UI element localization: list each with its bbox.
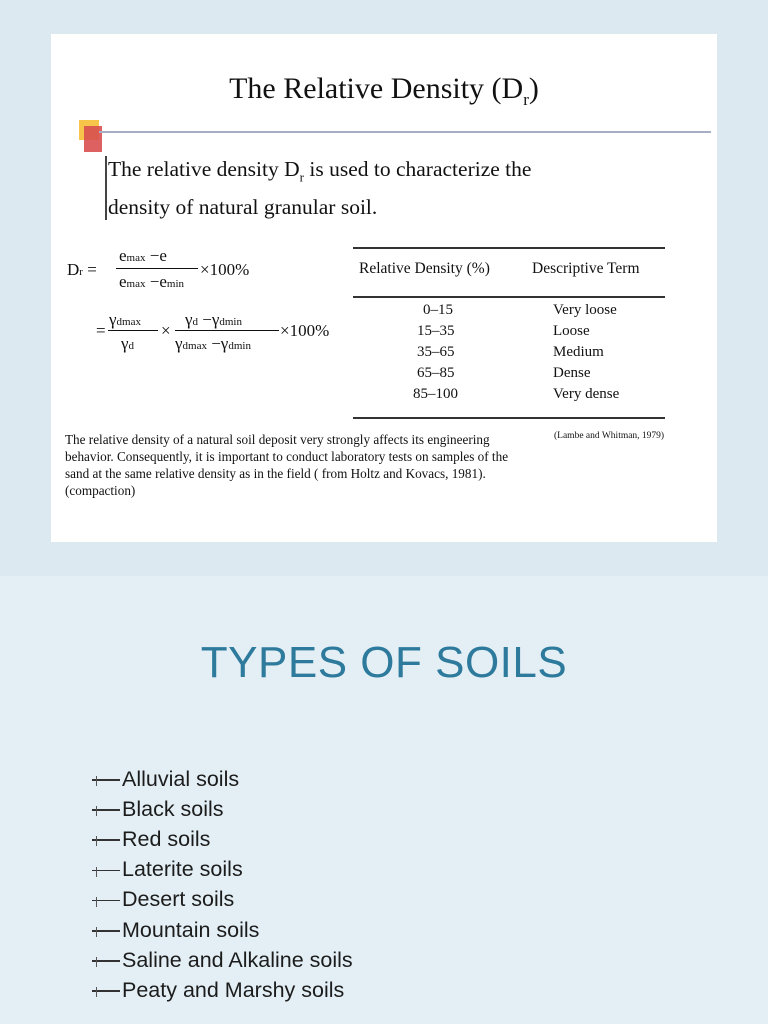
formula-times-100-2: ×100% [280, 321, 330, 340]
formula-gamma-d: γd [121, 334, 135, 353]
table-cell: Dense [553, 365, 591, 381]
table-header-density: Relative Density (%) [359, 260, 490, 277]
bullet-icon [92, 891, 122, 909]
table-cell: 0–15 [423, 302, 453, 318]
table-cell: 85–100 [413, 386, 458, 402]
list-item: Saline and Alkaline soils [92, 945, 353, 975]
bullet-icon [92, 951, 122, 969]
formula-lhs: Dr = [67, 260, 97, 279]
formula-denominator-1: emax −emin [119, 272, 185, 291]
bullet-icon [92, 861, 122, 879]
formula-numerator-1: emax −e [119, 246, 167, 265]
soil-types-list [92, 764, 353, 1006]
bullet-icon [92, 770, 122, 788]
formula-eq-2: = [96, 321, 106, 340]
list-item: Mountain soils [92, 915, 353, 945]
slide-title: The Relative Density $(D_r)$ [229, 72, 539, 109]
fraction-bar-2 [108, 330, 158, 331]
bullet-icon [92, 981, 122, 999]
table-cell: 35–65 [417, 344, 455, 360]
table-mid-rule [353, 296, 665, 298]
table-cell: Very loose [553, 302, 617, 318]
table-header-term: Descriptive Term [532, 260, 640, 277]
table-bottom-rule [353, 417, 665, 419]
list-item: Alluvial soils [92, 764, 353, 794]
table-cell: Medium [553, 344, 604, 360]
slide-paragraph: The relative density of a natural soil deposit very strongly affects its engineering behavior. Consequently, it is important to conduct laboratory tests on samples of the sand at the same relative density as in the field ( from Holtz and Kovacs, 1981). (compaction) [65, 432, 509, 498]
title-divider [99, 131, 711, 133]
table-cell: 15–35 [417, 323, 455, 339]
formula-times-100: ×100% [200, 260, 250, 279]
table-cell: Very dense [553, 386, 620, 402]
table-cell: Loose [553, 323, 590, 339]
formula-times: × [161, 321, 171, 340]
formula-denominator-2: γdmax −γdmin [175, 334, 251, 353]
table-cell: 65–85 [417, 365, 455, 381]
fraction-bar-1 [116, 268, 198, 269]
intro-bar [105, 156, 107, 220]
table-top-rule [353, 247, 665, 249]
list-item: Red soils [92, 824, 353, 854]
list-item: Black soils [92, 794, 353, 824]
bullet-icon [92, 800, 122, 818]
relative-density-slide [51, 34, 717, 542]
table-citation: (Lambe and Whitman, 1979) [554, 431, 665, 441]
fraction-bar-3 [175, 330, 279, 331]
types-title: TYPES OF SOILS [200, 638, 568, 687]
bullet-icon [92, 921, 122, 939]
formula-gamma-dmax: γdmax [109, 310, 141, 329]
accent-square-red [84, 126, 102, 152]
list-item: Desert soils [92, 885, 353, 915]
list-item: Peaty and Marshy soils [92, 975, 353, 1005]
list-item: Laterite soils [92, 855, 353, 885]
formula-numerator-2: γd −γdmin [185, 310, 242, 329]
intro-text: The relative density $D_r$ is used to characterize the density of natural granular soil. [108, 157, 532, 220]
bullet-icon [92, 830, 122, 848]
